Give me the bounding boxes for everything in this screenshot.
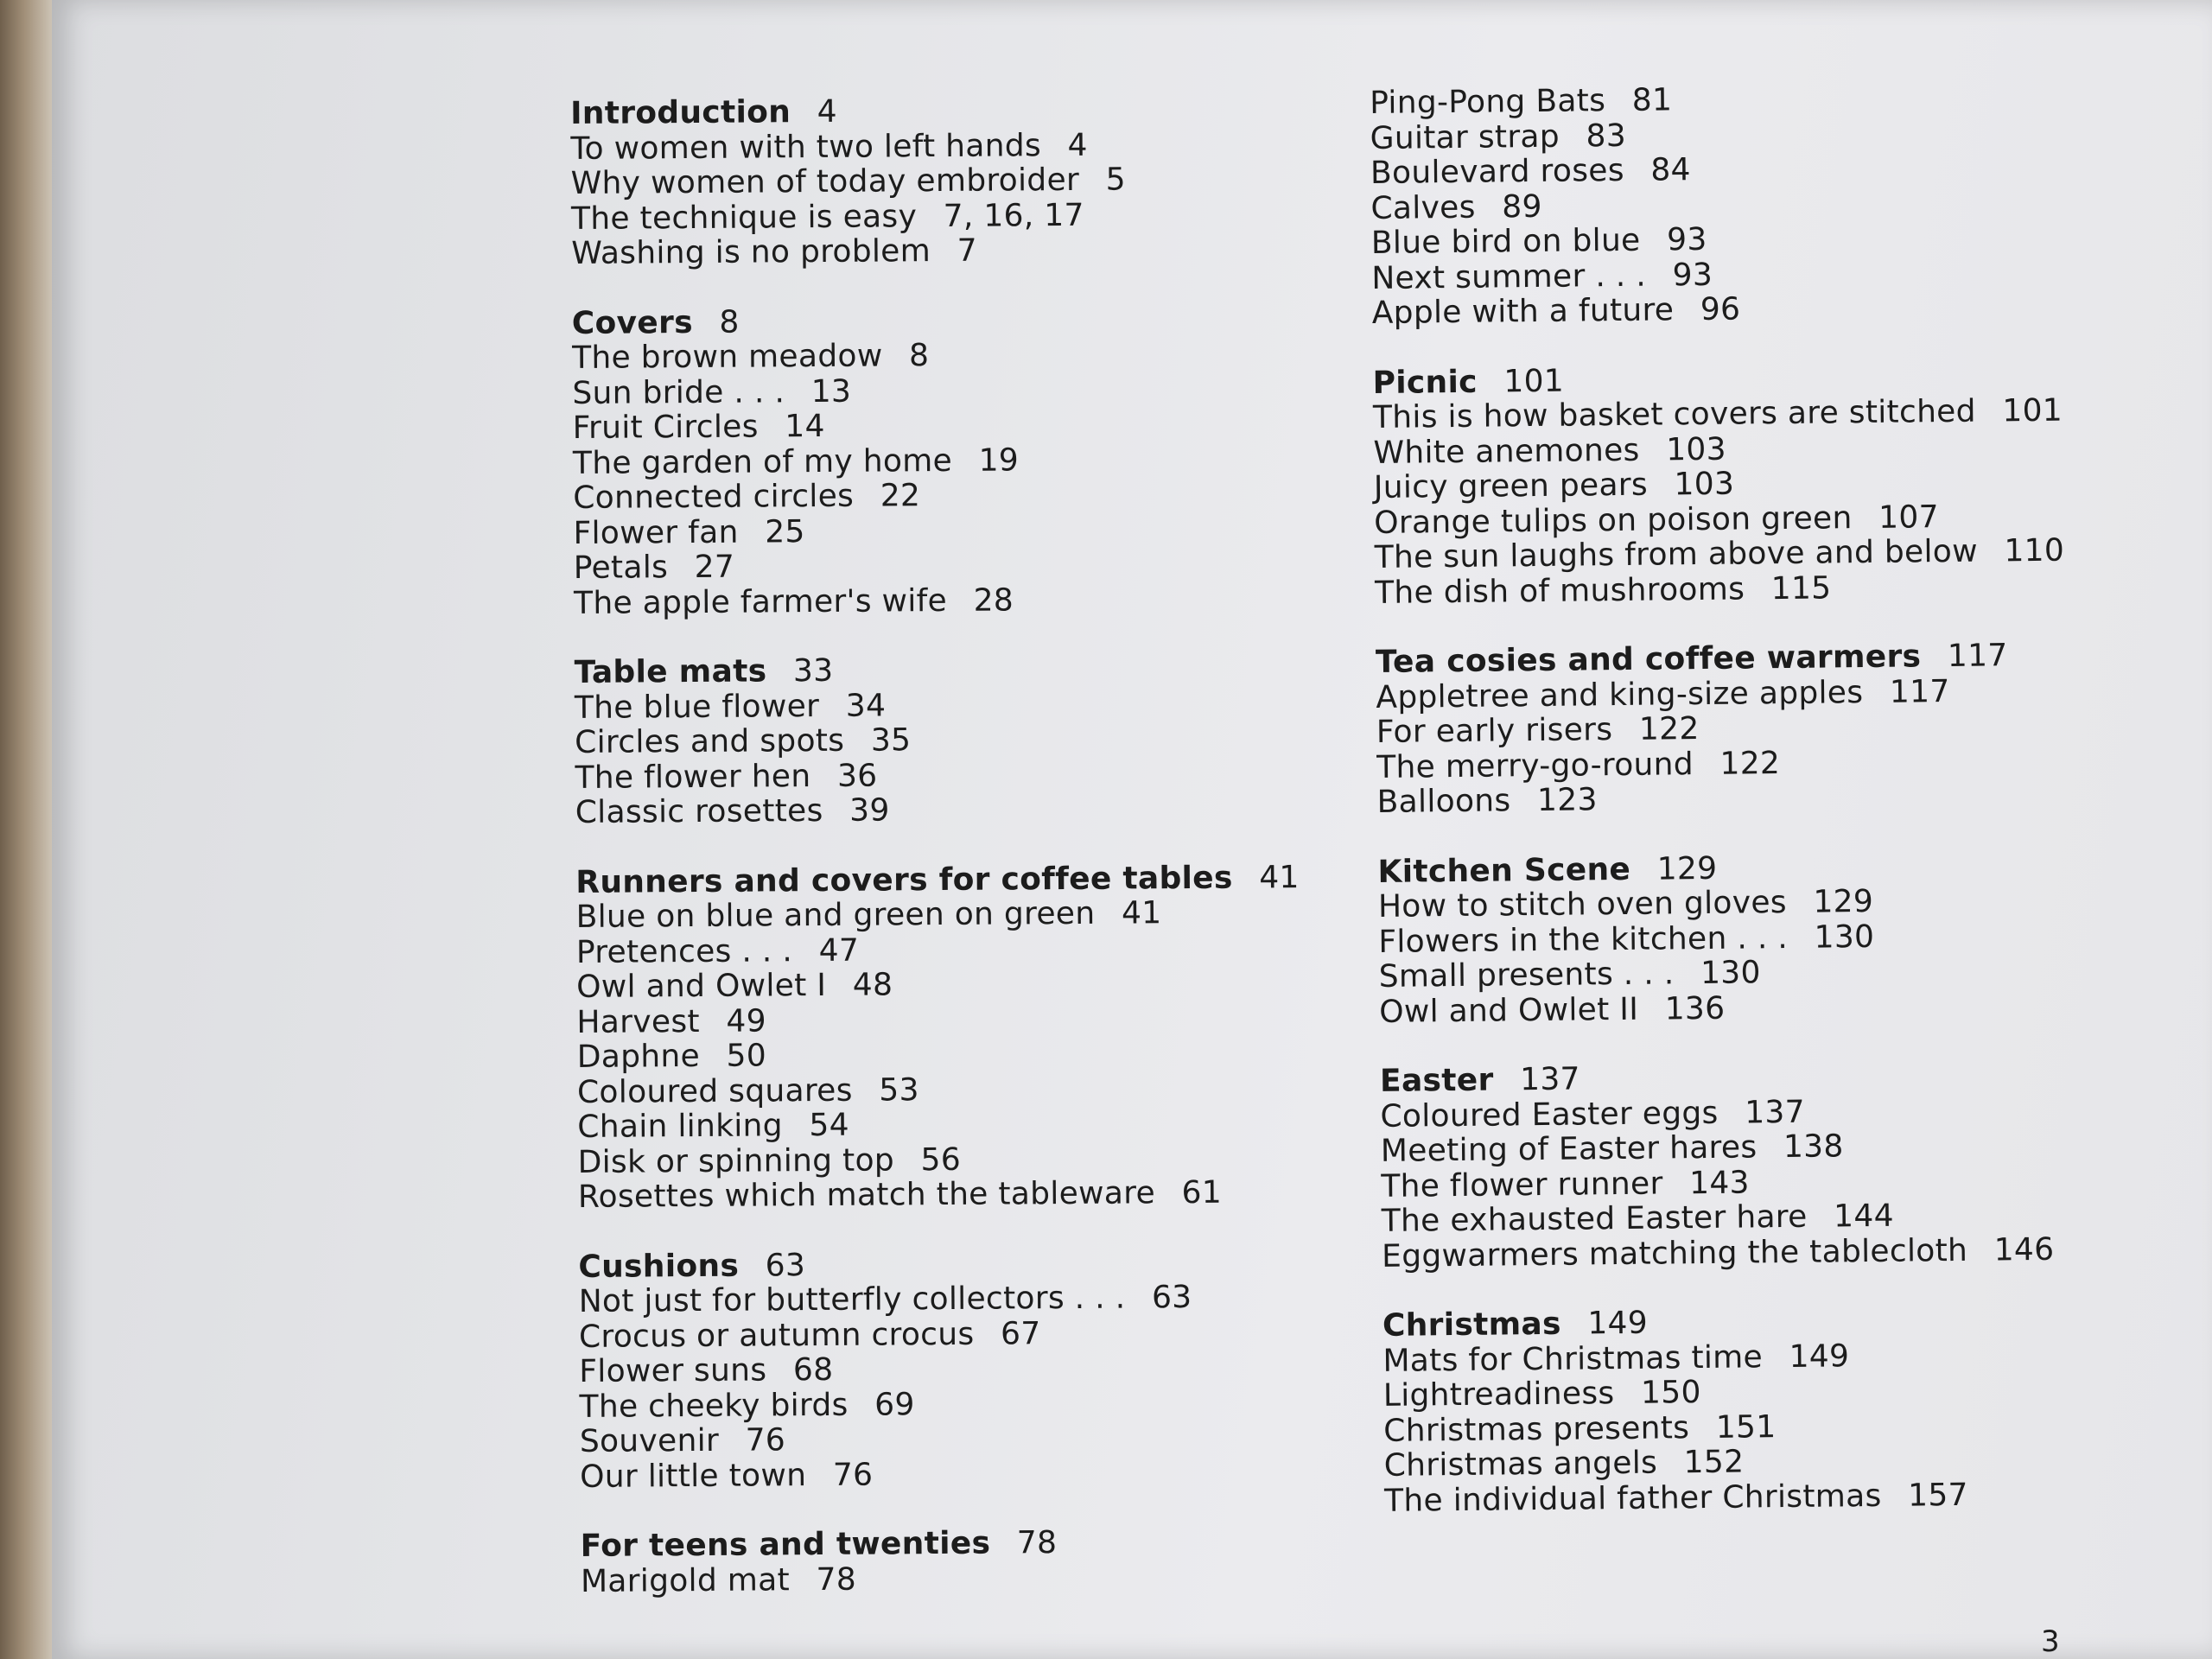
contents-entry <box>580 1454 1357 1495</box>
contents-entry <box>1376 778 2154 821</box>
entry-title: Blue bird on blue <box>1370 222 1641 261</box>
entry-title: Marigold mat <box>580 1561 791 1599</box>
entry-title: Next summer . . . <box>1371 257 1647 296</box>
section-heading <box>570 92 1348 132</box>
entry-title: Daphne <box>576 1038 701 1075</box>
entry-title: Rosettes which match the tableware <box>577 1175 1156 1215</box>
page-ref: 129 <box>1656 850 1718 887</box>
entry-title: The merry-go-round <box>1376 746 1694 785</box>
contents-entry <box>1382 1231 2159 1274</box>
entry-title: Orange tulips on poison green <box>1374 499 1853 541</box>
entry-title: Petals <box>573 550 669 586</box>
page-ref: 76 <box>832 1457 874 1493</box>
page-ref: 27 <box>694 549 735 586</box>
page-ref: 150 <box>1640 1375 1701 1411</box>
page-ref: 110 <box>2004 532 2065 569</box>
contents-entry <box>1384 1476 2162 1519</box>
page-ref: 63 <box>1151 1280 1192 1316</box>
page-ref: 8 <box>719 304 740 340</box>
contents-section <box>1376 638 2155 821</box>
contents-entry <box>576 965 1354 1006</box>
page-ref: 93 <box>1666 221 1707 258</box>
entry-title: Apple with a future <box>1371 292 1675 331</box>
entry-title: The technique is easy <box>570 198 918 237</box>
contents-entry <box>575 721 1352 761</box>
contents-entry <box>571 232 1349 272</box>
entry-title: Christmas presents <box>1383 1409 1690 1449</box>
entry-title: Lightreadiness <box>1382 1376 1615 1414</box>
entry-title: Balloons <box>1376 783 1511 820</box>
contents-entry <box>573 406 1351 447</box>
page-ref: 81 <box>1631 82 1673 118</box>
page-ref: 41 <box>1259 859 1300 895</box>
page-ref: 78 <box>1016 1525 1058 1561</box>
page-ref: 117 <box>1889 673 1950 710</box>
entry-title: Our little town <box>580 1457 807 1495</box>
page-ref: 35 <box>870 722 912 759</box>
entry-title: The brown meadow <box>571 338 883 376</box>
page-ref: 5 <box>1105 162 1127 198</box>
contents-entry <box>577 1140 1355 1180</box>
entry-title: Fruit Circles <box>572 409 759 446</box>
entry-title: How to stitch oven gloves <box>1377 884 1788 925</box>
contents-entry <box>579 1280 1357 1320</box>
entry-title: Appletree and king-size apples <box>1376 674 1864 715</box>
page-ref: 7 <box>957 232 978 269</box>
section-title: Cushions <box>578 1248 740 1285</box>
contents-left-column <box>570 92 1358 1634</box>
entry-title: The flower runner <box>1381 1166 1663 1205</box>
contents-entry <box>572 336 1350 377</box>
page-ref: 129 <box>1813 883 1874 920</box>
page-ref: 56 <box>920 1141 962 1178</box>
section-title: Kitchen Scene <box>1377 851 1631 890</box>
page-ref: 22 <box>880 478 921 514</box>
page-ref: 138 <box>1783 1128 1844 1166</box>
page-ref: 122 <box>1719 745 1781 782</box>
page-ref: 61 <box>1181 1174 1223 1211</box>
contents-entry <box>574 546 1351 587</box>
entry-title: Classic rosettes <box>575 792 823 830</box>
page-ref: 117 <box>1947 638 2008 675</box>
page-ref: 8 <box>908 338 930 374</box>
entry-title: Calves <box>1370 189 1476 226</box>
page-ref: 103 <box>1674 466 1735 503</box>
entry-title: Mats for Christmas time <box>1382 1338 1764 1379</box>
entry-title: Boulevard roses <box>1370 152 1624 191</box>
page-ref: 107 <box>1878 499 1940 536</box>
page-ref: 84 <box>1650 152 1691 188</box>
contents-section <box>1372 358 2152 611</box>
page-ref: 48 <box>852 967 893 1003</box>
page-ref: 103 <box>1665 431 1727 467</box>
entry-title: The dish of mushrooms <box>1374 570 1745 611</box>
section-heading <box>572 301 1350 341</box>
page-ref: 137 <box>1519 1061 1580 1098</box>
entry-title: This is how basket covers are stitched <box>1372 393 1977 435</box>
entry-title: Christmas angels <box>1383 1445 1658 1484</box>
page-ref: 28 <box>973 582 1014 619</box>
page-ref: 39 <box>849 792 890 829</box>
page-ref: 50 <box>726 1038 767 1074</box>
entry-title: Coloured squares <box>576 1072 853 1110</box>
entry-title: Sun bride . . . <box>572 373 785 411</box>
contents-entry <box>577 1035 1355 1076</box>
page-ref: 144 <box>1833 1198 1894 1235</box>
contents-entry <box>577 1105 1355 1146</box>
entry-title: Not just for butterfly collectors . . . <box>578 1280 1126 1319</box>
page-ref: 101 <box>2002 392 2063 429</box>
page-ref: 122 <box>1638 711 1700 747</box>
page-ref: 101 <box>1503 363 1565 399</box>
entry-title: Owl and Owlet I <box>576 967 827 1005</box>
entry-title: Small presents . . . <box>1378 956 1675 995</box>
section-heading <box>581 1524 1358 1565</box>
page-ref: 25 <box>765 513 805 550</box>
contents-entry <box>580 1420 1357 1460</box>
page-ref: 115 <box>1770 569 1832 607</box>
entry-title: Owl and Owlet II <box>1379 991 1639 1030</box>
page-ref: 67 <box>1000 1315 1041 1352</box>
page-ref: 152 <box>1683 1444 1745 1481</box>
section-title: Christmas <box>1382 1306 1561 1344</box>
page-ref: 47 <box>818 932 860 969</box>
contents-entry <box>575 895 1353 936</box>
page-ref: 69 <box>874 1386 915 1423</box>
page-ref: 4 <box>1067 127 1088 163</box>
entry-title: The exhausted Easter hare <box>1381 1198 1808 1239</box>
entry-title: The apple farmer's wife <box>573 582 948 621</box>
entry-title: Harvest <box>576 1003 700 1040</box>
entry-title: The sun laughs from above and below <box>1374 533 1979 575</box>
page-ref: 68 <box>792 1351 834 1389</box>
contents-entry <box>579 1314 1357 1355</box>
entry-title: Connected circles <box>573 478 855 516</box>
section-title: Runners and covers for coffee tables <box>575 860 1233 900</box>
page-ref: 36 <box>836 758 878 794</box>
page-ref: 49 <box>726 1002 766 1039</box>
contents-entry <box>1379 987 2157 1030</box>
page-ref: 130 <box>1700 955 1761 992</box>
contents-entry <box>572 371 1350 411</box>
entry-title: Circles and spots <box>575 722 845 760</box>
contents-section <box>575 651 1353 831</box>
entry-title: Coloured Easter eggs <box>1380 1095 1719 1135</box>
entry-title: Blue on blue and green on green <box>575 895 1096 935</box>
page-ref: 149 <box>1587 1305 1649 1342</box>
contents-section <box>1377 847 2157 1030</box>
page-ref: 149 <box>1789 1338 1850 1375</box>
entry-title: Meeting of Easter hares <box>1380 1129 1758 1169</box>
entry-title: The cheeky birds <box>579 1387 849 1425</box>
entry-title: For early risers <box>1376 712 1613 750</box>
contents-entry <box>573 441 1351 481</box>
section-title: Tea cosies and coffee warmers <box>1375 639 1922 680</box>
entry-title: White anemones <box>1373 432 1640 471</box>
contents-entry <box>575 685 1352 726</box>
entry-title: The blue flower <box>574 688 820 726</box>
page-ref: 89 <box>1502 188 1542 225</box>
entry-title: Pretences . . . <box>575 932 793 970</box>
page-ref: 96 <box>1700 291 1741 328</box>
entry-title: The individual father Christmas <box>1383 1478 1882 1519</box>
page-ref: 63 <box>765 1247 806 1283</box>
page-ref: 83 <box>1586 118 1627 154</box>
contents-entry <box>570 126 1348 167</box>
section-title: Introduction <box>569 94 791 131</box>
contents-section <box>581 1524 1359 1599</box>
page-ref: 130 <box>1814 918 1875 956</box>
page-ref: 34 <box>845 687 887 724</box>
entry-title: Flower suns <box>579 1352 767 1389</box>
section-heading <box>575 651 1352 691</box>
contents-entry <box>574 581 1351 621</box>
section-title: Easter <box>1379 1062 1494 1099</box>
contents-section <box>1380 1057 2159 1274</box>
entry-title: Disk or spinning top <box>577 1141 895 1180</box>
contents-section <box>572 301 1352 621</box>
contents-entry <box>581 1559 1358 1599</box>
entry-title: The flower hen <box>575 758 811 796</box>
page-ref: 157 <box>1907 1477 1968 1514</box>
contents-right-column <box>1370 79 2163 1554</box>
entry-title: Ping-Pong Bats <box>1369 83 1606 121</box>
contents-section <box>1370 79 2150 332</box>
contents-entry <box>575 755 1352 796</box>
page-ref: 123 <box>1536 782 1598 819</box>
section-title: Picnic <box>1372 364 1478 401</box>
page-ref: 33 <box>792 652 834 690</box>
contents-entry <box>579 1384 1357 1425</box>
page-ref: 41 <box>1121 895 1162 931</box>
page-number: 3 <box>2041 1624 2060 1659</box>
page-ref: 93 <box>1672 257 1713 293</box>
entry-title: Why women of today embroider <box>570 162 1080 201</box>
contents-entry <box>579 1350 1357 1390</box>
contents-entry <box>575 791 1353 831</box>
contents-entry <box>1372 289 2150 332</box>
book-page <box>52 0 2212 1659</box>
page-ref: 137 <box>1744 1094 1806 1131</box>
entry-title: Souvenir <box>579 1422 720 1459</box>
contents-entry <box>573 476 1351 517</box>
entry-title: Flower fan <box>573 514 739 551</box>
page-ref: 78 <box>816 1561 857 1598</box>
contents-entry <box>1375 568 2152 611</box>
contents-entry <box>578 1175 1356 1216</box>
contents-section <box>575 860 1356 1215</box>
entry-title: Washing is no problem <box>571 233 931 271</box>
page-ref: 19 <box>978 442 1020 479</box>
entry-title: Guitar strap <box>1370 118 1560 156</box>
entry-title: Juicy green pears <box>1373 467 1649 505</box>
section-title: Table mats <box>574 653 767 690</box>
section-heading <box>575 860 1353 900</box>
contents-entry <box>571 196 1349 237</box>
page-ref: 76 <box>745 1422 786 1459</box>
section-title: Covers <box>571 304 694 341</box>
contents-section <box>578 1244 1357 1495</box>
page-ref: 136 <box>1664 990 1726 1027</box>
page-ref: 13 <box>810 373 852 410</box>
entry-title: Crocus or autumn crocus <box>578 1316 975 1355</box>
contents-section <box>1382 1300 2162 1518</box>
section-heading <box>578 1244 1356 1285</box>
contents-entry <box>571 162 1349 202</box>
page-ref: 143 <box>1688 1164 1750 1201</box>
page-ref: 7, 16, 17 <box>943 197 1084 234</box>
contents-entry <box>576 1000 1354 1040</box>
page-ref: 146 <box>1993 1231 2055 1268</box>
contents-entry <box>577 1070 1355 1110</box>
entry-title: Flowers in the kitchen . . . <box>1378 919 1789 960</box>
contents-entry <box>576 930 1354 970</box>
page-ref: 14 <box>785 408 825 445</box>
section-title: For teens and twenties <box>580 1525 991 1564</box>
entry-title: The garden of my home <box>572 442 953 481</box>
contents-entry <box>573 511 1351 551</box>
book-spine-edge <box>0 0 54 1659</box>
page-ref: 53 <box>879 1071 919 1109</box>
contents-section <box>570 92 1349 272</box>
entry-title: To women with two left hands <box>570 127 1042 167</box>
page-ref: 4 <box>817 93 838 130</box>
page-ref: 54 <box>809 1107 849 1144</box>
page-ref: 151 <box>1715 1408 1777 1446</box>
entry-title: Eggwarmers matching the tablecloth <box>1381 1232 1968 1274</box>
entry-title: Chain linking <box>577 1108 783 1145</box>
